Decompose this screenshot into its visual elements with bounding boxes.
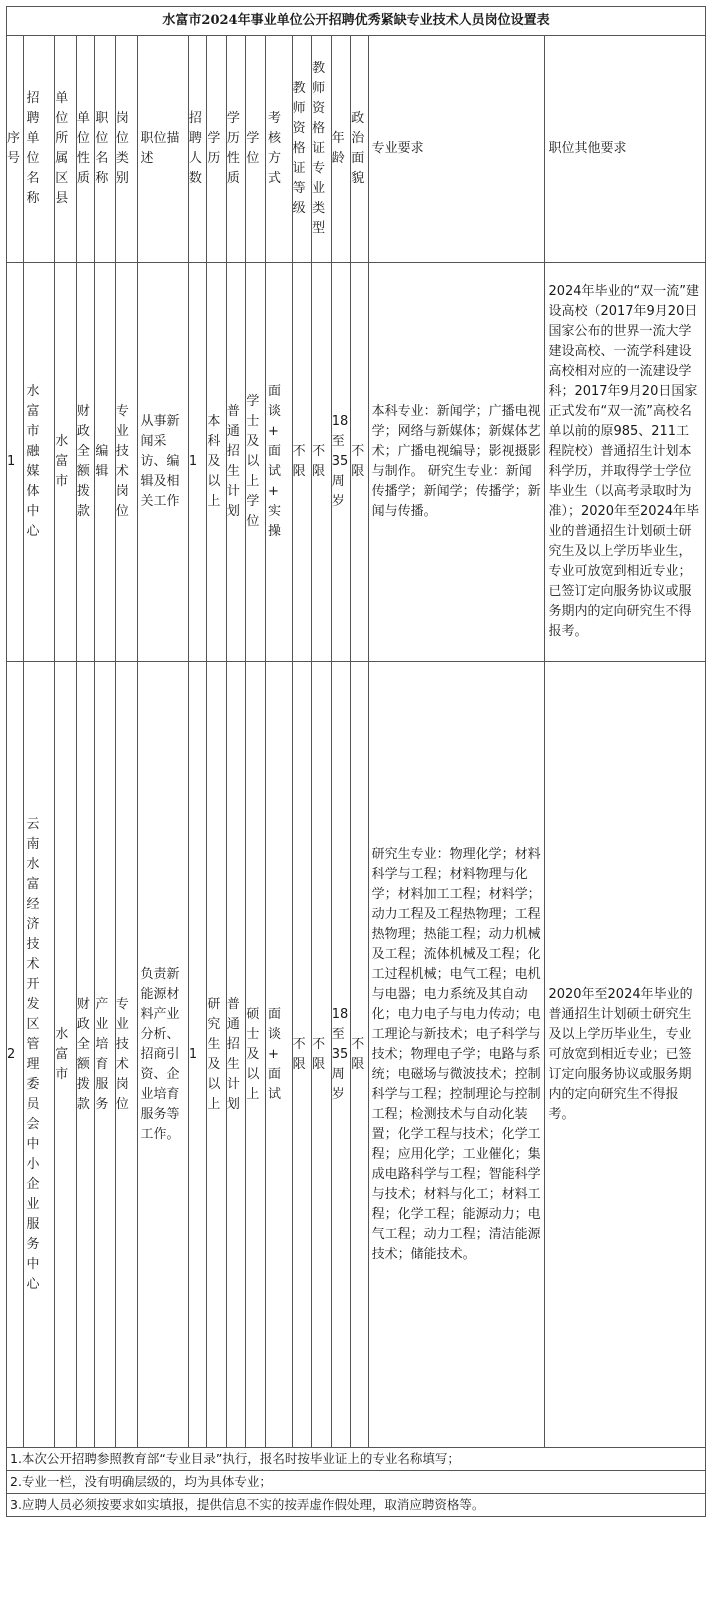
cell-age: 18至35周岁 bbox=[331, 263, 351, 662]
note-3: 3.应聘人员必须按要求如实填报，提供信息不实的按弄虚作假处理，取消应聘资格等。 bbox=[7, 1494, 706, 1517]
header-cell-count: 招聘人数 bbox=[188, 36, 207, 263]
cell-unit: 云南水富经济技术开发区管理委员会中小企业服务中心 bbox=[24, 662, 55, 1448]
header-cell-teacher-level: 教师资格证等级 bbox=[292, 36, 312, 263]
cell-category: 专业技术岗位 bbox=[115, 662, 137, 1448]
header-cell-teacher-type: 教师资格证专业类型 bbox=[312, 36, 332, 263]
header-cell-politics: 政治面貌 bbox=[351, 36, 368, 263]
cell-edu-type: 普通招生计划 bbox=[226, 263, 246, 662]
cell-other: 2020年至2024年毕业的普通招生计划硕士研究生及以上学历毕业生，专业可放宽到相近专业；已签订定向服务协议或服务期内的定向研究生不得报考。 bbox=[545, 662, 706, 1448]
header-cell-unit: 招聘单位名称 bbox=[24, 36, 55, 263]
cell-major: 本科专业：新闻学；广播电视学；网络与新媒体；新媒体艺术；广播电视编导；影视摄影与制作。 研究生专业：新闻传播学；新闻学；传播学；新闻与传播。 bbox=[368, 263, 545, 662]
header-cell-category: 岗位类别 bbox=[115, 36, 137, 263]
cell-degree: 硕士及以上 bbox=[246, 662, 266, 1448]
cell-nature: 财政全额拨款 bbox=[76, 263, 95, 662]
header-cell-age: 年龄 bbox=[331, 36, 351, 263]
cell-exam: 面谈+面试+实操 bbox=[265, 263, 292, 662]
cell-count: 1 bbox=[188, 263, 207, 662]
cell-no: 1 bbox=[7, 263, 24, 662]
cell-teacher-level: 不限 bbox=[292, 662, 312, 1448]
job-table-page bbox=[6, 6, 706, 1517]
cell-position: 产业培育服务 bbox=[95, 662, 116, 1448]
cell-count: 1 bbox=[188, 662, 207, 1448]
cell-no: 2 bbox=[7, 662, 24, 1448]
cell-county: 水富市 bbox=[55, 263, 77, 662]
cell-education: 研究生及以上 bbox=[207, 662, 227, 1448]
cell-teacher-type: 不限 bbox=[312, 662, 332, 1448]
cell-education: 本科及以上 bbox=[207, 263, 227, 662]
note-2: 2.专业一栏，没有明确层级的，均为具体专业； bbox=[7, 1471, 706, 1494]
job-position-table bbox=[6, 6, 706, 1517]
header-cell-education: 学历 bbox=[207, 36, 227, 263]
header-cell-nature: 单位性质 bbox=[76, 36, 95, 263]
header-cell-description: 职位描述 bbox=[137, 36, 188, 263]
cell-politics: 不限 bbox=[351, 263, 368, 662]
header-cell-other: 职位其他要求 bbox=[545, 36, 706, 263]
header-cell-position: 职位名称 bbox=[95, 36, 116, 263]
cell-teacher-type: 不限 bbox=[312, 263, 332, 662]
cell-category: 专业技术岗位 bbox=[115, 263, 137, 662]
cell-degree: 学士及以上学位 bbox=[246, 263, 266, 662]
header-cell-exam: 考核方式 bbox=[265, 36, 292, 263]
header-cell-county: 单位所属区县 bbox=[55, 36, 77, 263]
cell-description: 从事新闻采访、编辑及相关工作 bbox=[137, 263, 188, 662]
table-row bbox=[7, 263, 706, 662]
header-cell-major: 专业要求 bbox=[368, 36, 545, 263]
note-row bbox=[7, 1448, 706, 1471]
note-row bbox=[7, 1494, 706, 1517]
note-1: 1.本次公开招聘参照教育部“专业目录”执行，报名时按毕业证上的专业名称填写； bbox=[7, 1448, 706, 1471]
cell-unit: 水富市融媒体中心 bbox=[24, 263, 55, 662]
cell-other: 2024年毕业的“双一流”建设高校（2017年9月20日国家公布的世界一流大学建设高校、一流学科建设高校相对应的一流建设学科；2017年9月20日国家正式发布“双一流”高校名单以前的原985、211工程院校）普通招生计划本科学历，并取得学士学位毕业生（以高考录取时为准）；2020年至2024年毕业的普通招生计划硕士研究生及以上学历毕业生，专业可放宽到相近专业；已签订定向服务协议或服务期内的定向研究生不得报考。 bbox=[545, 263, 706, 662]
cell-teacher-level: 不限 bbox=[292, 263, 312, 662]
header-cell-no: 序号 bbox=[7, 36, 24, 263]
table-row bbox=[7, 662, 706, 1448]
cell-position: 编辑 bbox=[95, 263, 116, 662]
header-cell-degree: 学位 bbox=[246, 36, 266, 263]
cell-nature: 财政全额拨款 bbox=[76, 662, 95, 1448]
note-row bbox=[7, 1471, 706, 1494]
cell-major: 研究生专业：物理化学；材料科学与工程；材料物理与化学；材料加工工程；材料学；动力工程及工程热物理；工程热物理；热能工程；动力机械及工程；流体机械及工程；化工过程机械；电气工程；电机与电器；电力系统及其自动化；电力电子与电力传动；电工理论与新技术；电子科学与技术；物理电子学；电路与系统；电磁场与微波技术；控制科学与工程；控制理论与控制工程；检测技术与自动化装置；化学工程与技术；化学工程；应用化学；工业催化；集成电路科学与工程；智能科学与技术；材料与化工；材料工程；化学工程；能源动力；电气工程；动力工程；清洁能源技术；储能技术。 bbox=[368, 662, 545, 1448]
header-cell-edu-type: 学历性质 bbox=[226, 36, 246, 263]
header-row bbox=[7, 36, 706, 263]
cell-exam: 面谈+面试 bbox=[265, 662, 292, 1448]
cell-politics: 不限 bbox=[351, 662, 368, 1448]
cell-edu-type: 普通招生计划 bbox=[226, 662, 246, 1448]
cell-description: 负责新能源材料产业分析、招商引资、企业培育服务等工作。 bbox=[137, 662, 188, 1448]
cell-age: 18至35周岁 bbox=[331, 662, 351, 1448]
table-title: 水富市2024年事业单位公开招聘优秀紧缺专业技术人员岗位设置表 bbox=[7, 7, 706, 36]
cell-county: 水富市 bbox=[55, 662, 77, 1448]
